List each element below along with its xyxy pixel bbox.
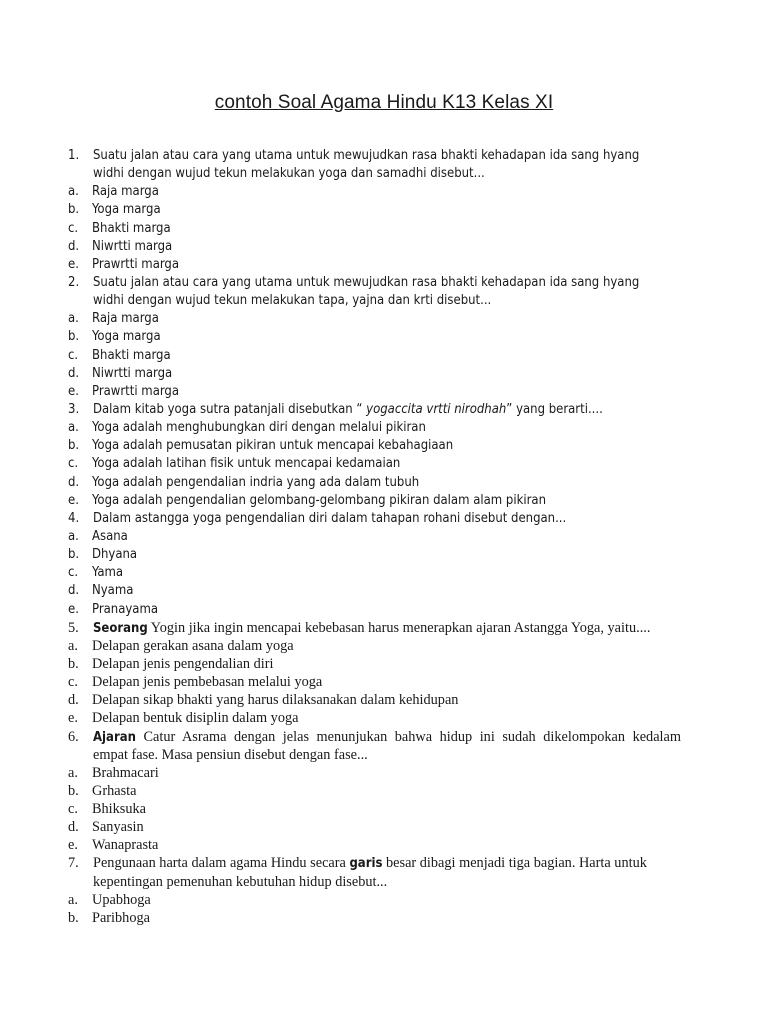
question-6-continued (68, 746, 680, 764)
question-text (93, 854, 647, 873)
option-letter: e. (68, 710, 78, 727)
question-6 (68, 728, 680, 746)
question-text-part: Yogin jika ingin mencapai kebebasan harus menerapkan ajaran Astangga Yoga, yaitu.... (147, 619, 651, 636)
option-letter: c. (68, 674, 78, 691)
option-letter: d. (68, 238, 80, 254)
option-letter: d. (68, 474, 80, 490)
question-text: widhi dengan wujud tekun melakukan yoga dan samadhi disebut... (93, 166, 485, 182)
option-text: Yoga marga (92, 329, 161, 345)
question-number: 1. (68, 148, 80, 163)
option-text: Yama (92, 565, 124, 581)
question-text-part: Pengunaan harta dalam agama Hindu secara (93, 855, 350, 872)
option-letter: b. (68, 782, 79, 799)
option-text: Dhyana (92, 547, 138, 563)
option-c (68, 347, 680, 365)
option-text: Bhiksuka (92, 801, 147, 818)
option-text: Niwrtti marga (92, 238, 173, 254)
option-letter: b. (68, 655, 79, 672)
sanskrit-term: yogaccita vrtti nirodhah (366, 401, 507, 417)
option-d (68, 238, 680, 256)
option-letter: e. (68, 256, 79, 272)
option-a (68, 183, 680, 201)
question-number: 6. (68, 728, 79, 745)
question-text: Suatu jalan atau cara yang utama untuk mewujudkan rasa bhakti kehadapan ida sang hyang (93, 148, 640, 163)
option-text: Wanaprasta (92, 837, 159, 854)
option-text: Paribhoga (92, 909, 150, 926)
option-text: Upabhoga (92, 891, 151, 908)
option-text: Delapan sikap bhakti yang harus dilaksanakan dalam kehidupan (92, 692, 459, 709)
question-text (93, 619, 650, 638)
option-a (68, 891, 680, 909)
option-e (68, 492, 680, 510)
option-text: Yoga adalah pengendalian gelombang-gelombang pikiran dalam alam pikiran (92, 492, 546, 508)
question-number: 2. (68, 274, 80, 290)
option-b (68, 328, 680, 346)
option-text: Asana (92, 528, 128, 544)
option-text: Prawrtti marga (92, 256, 180, 272)
option-b (68, 655, 680, 673)
question-text-part: Catur Asrama dengan jelas menunjukan bahwa hidup ini sudah dikelompokan kedalam (135, 728, 681, 745)
option-b (68, 437, 680, 455)
option-letter: e. (68, 492, 79, 508)
option-letter: a. (68, 420, 79, 436)
option-text: Niwrtti marga (92, 365, 173, 381)
question-text: widhi dengan wujud tekun melakukan tapa, yajna dan krti disebut... (93, 293, 492, 309)
option-text: Raja marga (92, 311, 159, 327)
option-d (68, 582, 680, 600)
option-text: Yoga adalah pengendalian indria yang ada dalam tubuh (92, 474, 420, 490)
option-d (68, 365, 680, 383)
option-letter: c. (68, 801, 78, 818)
question-text-part: ” yang berarti.... (506, 401, 603, 417)
option-c (68, 564, 680, 582)
question-text: Suatu jalan atau cara yang utama untuk mewujudkan rasa bhakti kehadapan ida sang hyang (93, 274, 640, 290)
option-text: Sanyasin (92, 819, 144, 836)
option-letter: d. (68, 692, 79, 709)
option-text: Yoga marga (92, 202, 161, 218)
question-text: kepentingan pemenuhan kebutuhan hidup disebut... (93, 873, 388, 890)
question-2-continued (68, 292, 680, 310)
option-e (68, 709, 680, 727)
question-5 (68, 619, 680, 637)
option-letter: c. (68, 347, 79, 363)
question-2 (68, 274, 680, 292)
option-b (68, 909, 680, 927)
option-letter: a. (68, 184, 79, 200)
option-c (68, 455, 680, 473)
question-text: Dalam astangga yoga pengendalian diri dalam tahapan rohani disebut dengan... (93, 510, 567, 526)
option-letter: d. (68, 365, 80, 381)
question-lead-word: Ajaran (93, 729, 136, 745)
question-7-continued (68, 873, 680, 891)
option-letter: a. (68, 891, 78, 908)
option-letter: b. (68, 547, 80, 563)
option-d (68, 691, 680, 709)
option-letter: b. (68, 202, 80, 218)
option-d (68, 818, 680, 836)
question-3 (68, 401, 680, 419)
option-letter: d. (68, 819, 79, 836)
question-number: 5. (68, 619, 79, 636)
option-letter: d. (68, 583, 80, 599)
option-a (68, 310, 680, 328)
option-letter: e. (68, 837, 78, 854)
option-e (68, 256, 680, 274)
option-text: Yoga adalah menghubungkan diri dengan melalui pikiran (92, 420, 426, 436)
option-letter: e. (68, 383, 79, 399)
question-text-part: Dalam kitab yoga sutra patanjali disebutkan “ (93, 401, 367, 417)
question-text: empat fase. Masa pensiun disebut dengan fase... (93, 746, 368, 763)
option-text: Delapan jenis pengendalian diri (92, 655, 274, 672)
question-number: 4. (68, 510, 80, 526)
page-title: contoh Soal Agama Hindu K13 Kelas XI (214, 92, 554, 113)
option-c (68, 220, 680, 238)
option-a (68, 764, 680, 782)
question-1-continued (68, 165, 680, 183)
option-a (68, 419, 680, 437)
option-text: Brahmacari (92, 764, 159, 781)
option-text: Delapan jenis pembebasan melalui yoga (92, 674, 323, 691)
option-text: Delapan gerakan asana dalam yoga (92, 637, 294, 654)
option-text: Nyama (92, 583, 134, 599)
option-text: Bhakti marga (92, 347, 171, 363)
option-letter: a. (68, 764, 78, 781)
option-c (68, 673, 680, 691)
option-text: Pranayama (92, 601, 159, 617)
option-a (68, 528, 680, 546)
option-d (68, 474, 680, 492)
option-b (68, 782, 680, 800)
option-letter: b. (68, 438, 80, 454)
option-text: Yoga adalah pemusatan pikiran untuk mencapai kebahagiaan (92, 438, 454, 454)
question-1 (68, 147, 680, 165)
question-text-part: besar dibagi menjadi tiga bagian. Harta untuk (382, 855, 647, 872)
question-text (93, 728, 681, 747)
option-letter: e. (68, 601, 79, 617)
option-b (68, 201, 680, 219)
option-text: Bhakti marga (92, 220, 171, 236)
option-text: Delapan bentuk disiplin dalam yoga (92, 710, 299, 727)
question-number: 7. (68, 855, 79, 872)
option-letter: a. (68, 528, 79, 544)
option-e (68, 601, 680, 619)
option-a (68, 637, 680, 655)
option-c (68, 800, 680, 818)
question-7 (68, 854, 680, 872)
option-b (68, 546, 680, 564)
option-letter: a. (68, 311, 79, 327)
option-e (68, 383, 680, 401)
option-e (68, 836, 680, 854)
option-letter: b. (68, 909, 79, 926)
option-text: Grhasta (92, 782, 137, 799)
option-letter: c. (68, 456, 79, 472)
option-text: Prawrtti marga (92, 383, 180, 399)
option-letter: b. (68, 329, 80, 345)
question-lead-word: Seorang (93, 620, 148, 636)
option-letter: c. (68, 220, 79, 236)
option-letter: a. (68, 637, 78, 654)
question-list (68, 147, 680, 927)
question-4 (68, 510, 680, 528)
question-number: 3. (68, 401, 80, 417)
question-bold-word: garis (349, 856, 383, 872)
option-text: Yoga adalah latihan fisik untuk mencapai kedamaian (92, 456, 401, 472)
option-letter: c. (68, 565, 79, 581)
question-text (93, 401, 603, 419)
option-text: Raja marga (92, 184, 159, 200)
